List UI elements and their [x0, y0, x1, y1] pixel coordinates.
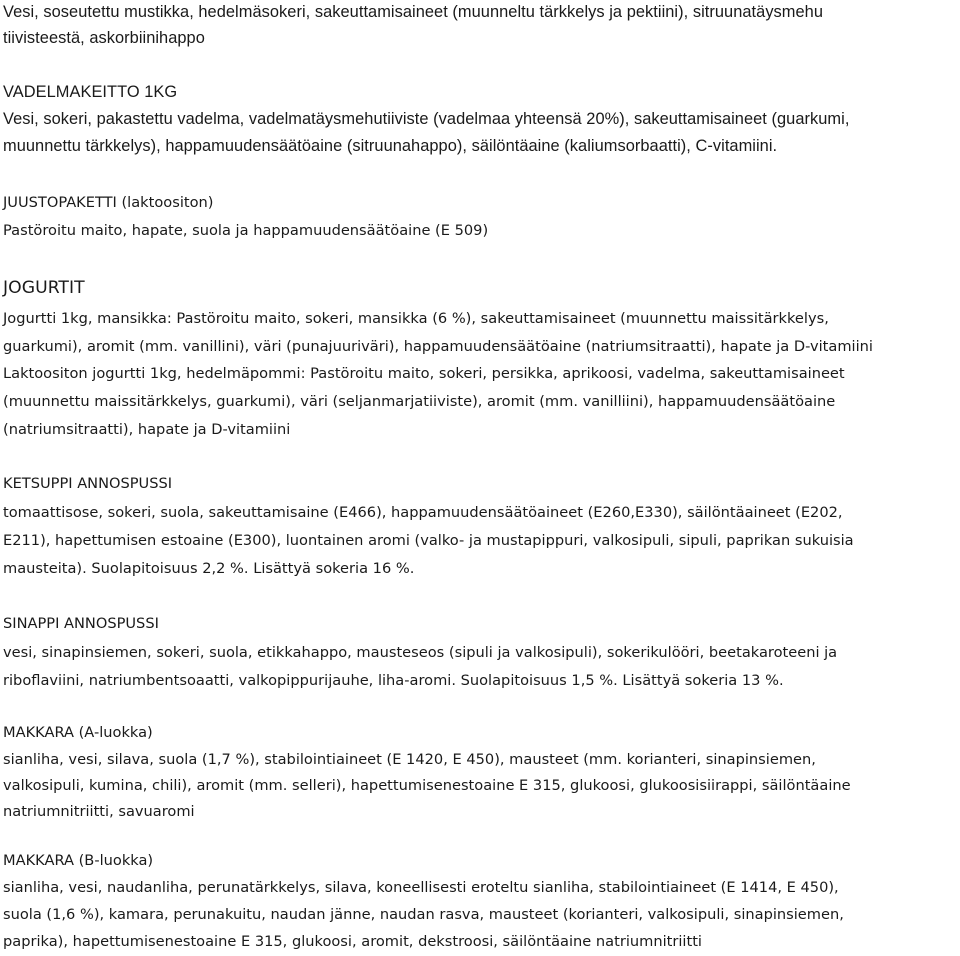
ketsuppi-body-line: mausteita). Suolapitoisuus 2,2 %. Lisättyä sokeria 16 %.: [3, 560, 415, 577]
mustikka-body-line: Vesi, soseutettu mustikka, hedelmäsokeri, sakeuttamisaineet (muunneltu tärkkelys ja pektiini), sitruunatäysmehu: [3, 3, 824, 21]
ketsuppi-body-line: E211), hapettumisen estoaine (E300), luontainen aromi (valko- ja mustapippuri, valkosipuli, sipuli, paprikan sukuisia: [3, 532, 854, 549]
ketsuppi-body-line: tomaattisose, sokeri, suola, sakeuttamisaine (E466), happamuudensäätöaineet (E260,E330), säilöntäaineet (E202,: [3, 504, 843, 521]
juusto-body-line: Pastöroitu maito, hapate, suola ja happamuudensäätöaine (E 509): [3, 222, 489, 239]
jogurtit-body-line: Laktoositon jogurtti 1kg, hedelmäpommi: Pastöroitu maito, sokeri, persikka, aprikoosi, vadelma, sakeuttamisaineet: [3, 365, 845, 382]
mustikka-body-line: tiivisteestä, askorbiinihappo: [3, 29, 205, 47]
ketsuppi-heading: KETSUPPI ANNOSPUSSI: [3, 475, 173, 492]
jogurtit-body-line: guarkumi), aromit (mm. vanillini), väri (punajuuriväri), happamuudensäätöaine (natriumsitraatti), hapate ja D-vitamiini: [3, 338, 873, 355]
jogurtit-heading: JOGURTIT: [3, 278, 85, 298]
makkara-a-body-line: valkosipuli, kumina, chili), aromit (mm. selleri), hapettumisenestoaine E 315, glukoosi, glukoosisiirappi, säilöntäaine: [3, 777, 851, 794]
makkara-b-body-line: suola (1,6 %), kamara, perunakuitu, naudan jänne, naudan rasva, mausteet (korianteri, valkosipuli, sinapinsiemen,: [3, 906, 844, 923]
vadelma-body-line: muunnettu tärkkelys), happamuudensäätöaine (sitruunahappo), säilöntäaine (kaliumsorbaatti), C-vitamiini.: [3, 137, 778, 155]
jogurtit-body-line: Jogurtti 1kg, mansikka: Pastöroitu maito, sokeri, mansikka (6 %), sakeuttamisaineet (muunnettu maissitärkkelys,: [3, 310, 829, 327]
sinappi-heading: SINAPPI ANNOSPUSSI: [3, 615, 159, 632]
jogurtit-body-line: (natriumsitraatti), hapate ja D-vitamiini: [3, 421, 291, 438]
makkara-b-body-line: sianliha, vesi, naudanliha, perunatärkkelys, silava, koneellisesti eroteltu sianliha, stabilointiaineet (E 1414, E 450),: [3, 879, 839, 896]
makkara-a-body-line: natriumnitriitti, savuaromi: [3, 803, 195, 820]
makkara-b-heading: MAKKARA (B-luokka): [3, 852, 154, 869]
makkara-a-body-line: sianliha, vesi, silava, suola (1,7 %), stabilointiaineet (E 1420, E 450), mausteet (mm. korianteri, sinapinsiemen,: [3, 751, 816, 768]
vadelma-heading: VADELMAKEITTO 1KG: [3, 83, 178, 101]
sinappi-body-line: riboflaviini, natriumbentsoaatti, valkopippurijauhe, liha-aromi. Suolapitoisuus 1,5 %. Lisättyä sokeria 13 %.: [3, 672, 784, 689]
makkara-b-body-line: paprika), hapettumisenestoaine E 315, glukoosi, aromit, dekstroosi, säilöntäaine natriumnitriitti: [3, 933, 702, 950]
jogurtit-body-line: (muunnettu maissitärkkelys, guarkumi), väri (seljanmarjatiiviste), aromit (mm. vanilliini), happamuudensäätöaine: [3, 393, 836, 410]
sinappi-body-line: vesi, sinapinsiemen, sokeri, suola, etikkahappo, mausteseos (sipuli ja valkosipuli), sokerikulööri, beetakaroteeni ja: [3, 644, 838, 661]
vadelma-body-line: Vesi, sokeri, pakastettu vadelma, vadelmatäysmehutiiviste (vadelmaa yhteensä 20%), sakeuttamisaineet (guarkumi,: [3, 110, 850, 128]
makkara-a-heading: MAKKARA (A-luokka): [3, 724, 153, 741]
juusto-heading: JUUSTOPAKETTI (laktoositon): [3, 194, 214, 211]
